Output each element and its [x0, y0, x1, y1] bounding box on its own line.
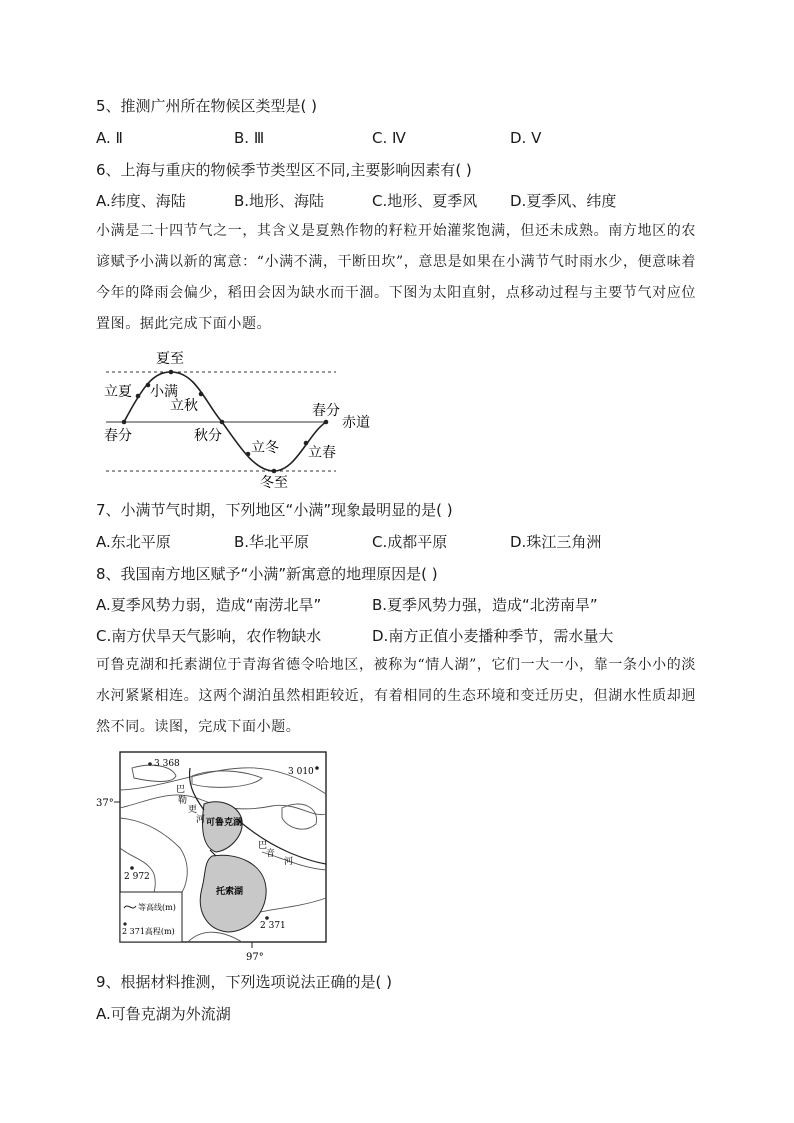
- solar-term-diagram: [96, 344, 386, 490]
- label-lixia: 立夏: [104, 384, 132, 400]
- q5-option-b: B. Ⅲ: [234, 129, 265, 147]
- river-balegeng-char: 更: [188, 805, 198, 815]
- point-chunfen-left: [122, 420, 127, 425]
- label-liqiu: 立秋: [170, 398, 198, 414]
- elevation-bottom: 2 371: [260, 921, 286, 931]
- label-chunfen-left: 春分: [104, 428, 132, 444]
- legend-elevation-icon: [123, 922, 126, 925]
- q6-option-d: D.夏季风、纬度: [510, 192, 617, 210]
- q8-option-a: A.夏季风势力弱，造成“南涝北旱”: [96, 596, 322, 614]
- point-chunfen-right: [324, 420, 329, 425]
- passage-xiaoman: 小满是二十四节气之一，其含义是夏熟作物的籽粒开始灌浆饱满，但还未成熟。南方地区的农谚赋予小满以新的寓意：“小满不满，干断田坎”，意思是如果在小满节气时雨水少，便意味着今年的降雨会偏少，稻田会因为缺水而干涸。下图为太阳直射，点移动过程与主要节气对应位置图。据此完成下面小题。: [96, 223, 696, 332]
- q9-stem: 9、根据材料推测，下列选项说法正确的是( ): [96, 973, 393, 991]
- river-bayin-char: 河: [284, 857, 294, 867]
- legend-contour-label: 等高线(m): [138, 903, 176, 912]
- q5-option-c: C. Ⅳ: [372, 129, 406, 147]
- label-equator: 赤道: [342, 415, 370, 431]
- legend-elevation-label: 2 371高程(m): [122, 927, 175, 936]
- label-chunfen-right: 春分: [312, 403, 340, 419]
- q6-stem: 6、上海与重庆的物候季节类型区不同,主要影响因素有( ): [96, 161, 472, 179]
- elevation-topright: 3 010: [288, 767, 314, 777]
- label-dongzhi: 冬至: [260, 475, 288, 490]
- elevation-top: 3 368: [154, 759, 180, 769]
- q7-stem: 7、小满节气时期，下列地区“小满”现象最明显的是( ): [96, 501, 453, 519]
- q5-stem: 5、推测广州所在物候区类型是( ): [96, 97, 318, 115]
- q8-option-b: B.夏季风势力强，造成“北涝南旱”: [372, 596, 598, 614]
- point-lixia: [136, 394, 141, 399]
- label-lichun: 立春: [308, 445, 336, 461]
- elevation-left: 2 972: [124, 872, 150, 882]
- longitude-label: 97°: [246, 952, 264, 963]
- point-qiufen: [220, 420, 225, 425]
- point-dongzhi: [272, 469, 277, 474]
- lake-tuosu-label: 托索湖: [216, 887, 244, 897]
- q6-option-a: A.纬度、海陆: [96, 192, 186, 210]
- river-bayin-char: 音: [266, 849, 276, 859]
- lake-map: [92, 748, 338, 964]
- q8-stem: 8、我国南方地区赋予“小满”新寓意的地理原因是( ): [96, 565, 438, 583]
- q6-option-b: B.地形、海陆: [234, 192, 325, 210]
- point-liqiu: [199, 392, 204, 397]
- q8-option-c: C.南方伏旱天气影响，农作物缺水: [96, 627, 322, 645]
- river-balegeng-char: 河: [196, 815, 206, 825]
- q5-option-d: D. V: [510, 129, 542, 147]
- label-lidong: 立冬: [251, 440, 279, 456]
- q5-option-a: A. Ⅱ: [96, 129, 123, 147]
- q7-option-d: D.珠江三角洲: [510, 533, 602, 551]
- river-balegeng-char: 巴: [176, 785, 186, 795]
- q7-option-c: C.成都平原: [372, 533, 448, 551]
- q7-option-a: A.东北平原: [96, 533, 171, 551]
- label-xiaoman: 小满: [150, 384, 178, 400]
- point-lidong: [246, 452, 251, 457]
- q6-option-c: C.地形、夏季风: [372, 192, 478, 210]
- q7-option-b: B.华北平原: [234, 533, 310, 551]
- lake-keluke-label: 可鲁克湖: [206, 818, 243, 828]
- label-qiufen: 秋分: [194, 428, 222, 444]
- river-balegeng-char: 勒: [178, 796, 188, 806]
- river-bayin-char: 巴: [258, 841, 268, 851]
- label-xiazhi: 夏至: [156, 351, 184, 367]
- q9-option-a: A.可鲁克湖为外流湖: [96, 1005, 231, 1023]
- passage-lakes: 可鲁克湖和托素湖位于青海省德令哈地区，被称为“情人湖”，它们一大一小，靠一条小小的淡水河紧紧相连。这两个湖泊虽然相距较近，有着相同的生态环境和变迁历史，但湖水性质却迥然不同。读图，完成下面小题。: [96, 657, 696, 735]
- latitude-label: 37°: [96, 798, 114, 809]
- point-xiazhi: [169, 370, 174, 375]
- q8-option-d: D.南方正值小麦播种季节，需水量大: [372, 627, 614, 645]
